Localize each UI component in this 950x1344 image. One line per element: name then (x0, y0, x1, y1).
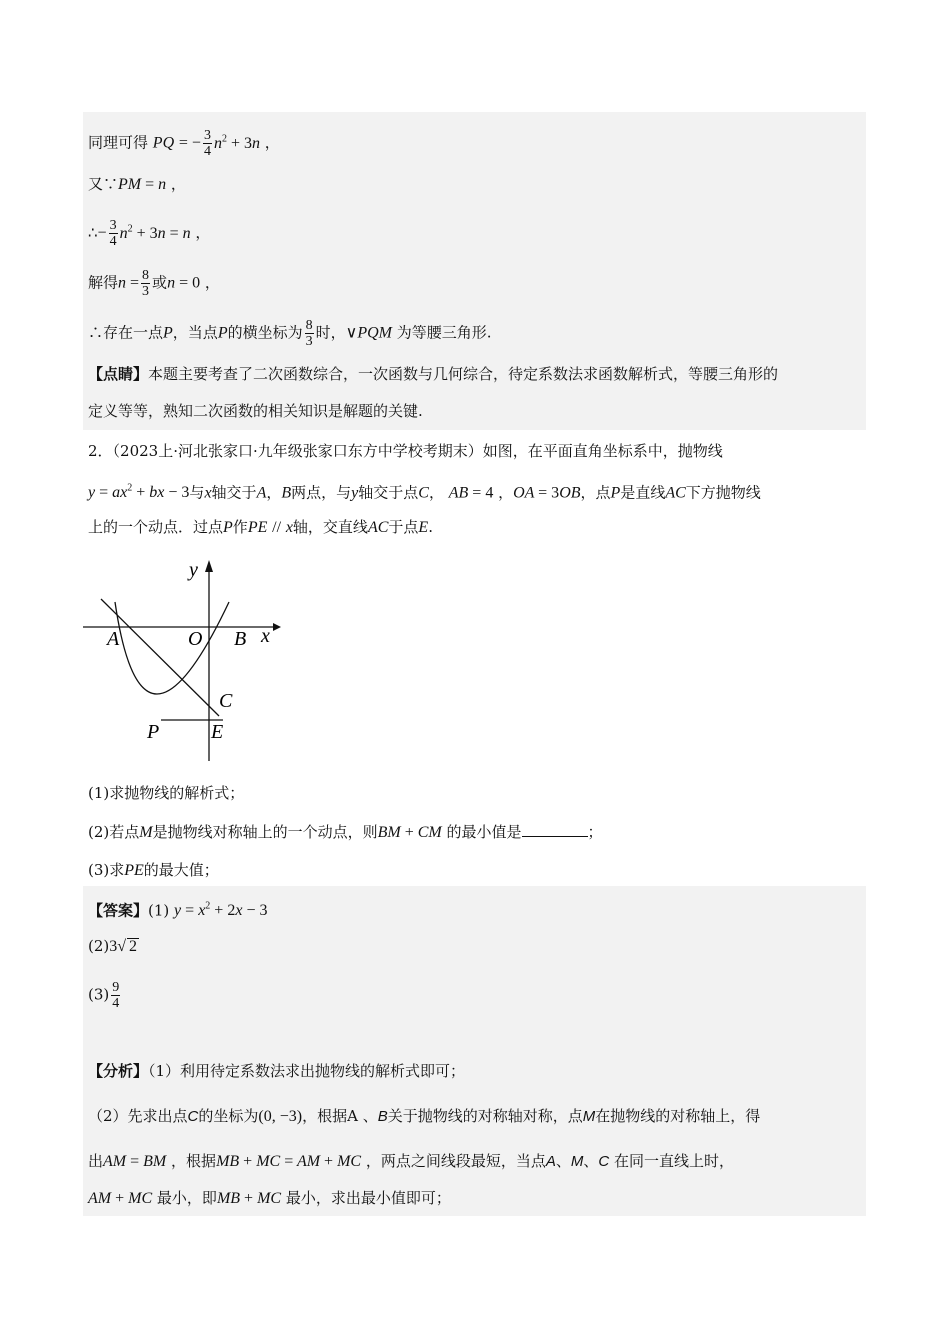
problem2-header: 2．（2023上·河北张家口·九年级张家口东方中学校考期末）如图，在平面直角坐标系中，抛物线 (88, 442, 723, 460)
label-b: B (234, 628, 247, 650)
solution-line-equation: ∴− $\frac{3}{4}$ $n^2 + 3n = n$ ， (88, 218, 211, 249)
label-p: P (147, 721, 160, 743)
analysis-4: AM + MC 最小，即MB + MC 最小，求出最小值即可； (88, 1189, 451, 1207)
question-2: (2)若点M是抛物线对称轴上的一个动点，则BM + CM 的最小值是 ； (88, 823, 603, 841)
label-o: O (188, 628, 203, 650)
comment-line-1: 【点睛】本题主要考查了二次函数综合，一次函数与几何综合，待定系数法求函数解析式，等腰三角形的 (88, 365, 779, 383)
problem2-line3: 上的一个动点．过点P作PE // x轴，交直线AC于点E. (88, 518, 433, 536)
y-axis-arrow (205, 560, 213, 572)
comment-line-2: 定义等等，熟知二次函数的相关知识是解题的关键. (88, 402, 423, 420)
solution-line-conclusion: ∴存在一点P，当点P的横坐标为 $\frac{8}{3}$ 时，∨PQM 为等腰三角形. (88, 318, 492, 349)
fraction-3-4: $\frac{3}{4}$ (203, 128, 211, 159)
analysis-1: 【分析】（1）利用待定系数法求出抛物线的解析式即可； (88, 1062, 466, 1080)
analysis-2: （2）先求出点C的坐标为(0, −3)，根据A 、B关于抛物线的对称轴对称，点M在抛物线的对称轴上，得 (88, 1107, 761, 1125)
label-c: C (219, 690, 233, 712)
label-e: E (211, 721, 224, 743)
solution-line-solve: 解得n = $\frac{8}{3}$ 或n = 0 ， (88, 268, 220, 299)
question-1: (1)求抛物线的解析式； (88, 784, 245, 802)
question-3: (3)求PE的最大值； (88, 861, 219, 879)
solution-line-pq: 同理可得 PQ = − $\frac{3}{4}$ $n^2 + 3n$ ， (88, 128, 280, 159)
solution-line-pm: 又∵PM = n ， (88, 175, 186, 193)
line-ac (101, 599, 219, 716)
label-a: A (107, 628, 120, 650)
answer-3: (3) $\frac{9}{4}$ (88, 980, 120, 1011)
x-axis-arrow (273, 623, 281, 631)
label-x: x (261, 625, 270, 647)
analysis-3: 出AM = BM ，根据MB + MC = AM + MC ，两点之间线段最短，当点A、M、C 在同一直线上时， (88, 1152, 735, 1170)
parabola-figure (83, 556, 303, 766)
answer-1: 【答案】(1) $y = x^2 + 2x - 3$ (88, 901, 268, 920)
parabola-curve (115, 602, 229, 694)
label-y: y (189, 559, 198, 581)
answer-blank[interactable] (522, 822, 588, 837)
answer-2: (2)3√ 2 (88, 937, 138, 955)
problem2-line2: $y = ax^2$ + bx − 3与x轴交于A，B两点，与y轴交于点C， AB = 4 ，OA = 3OB，点P是直线AC下方抛物线 (88, 483, 761, 502)
